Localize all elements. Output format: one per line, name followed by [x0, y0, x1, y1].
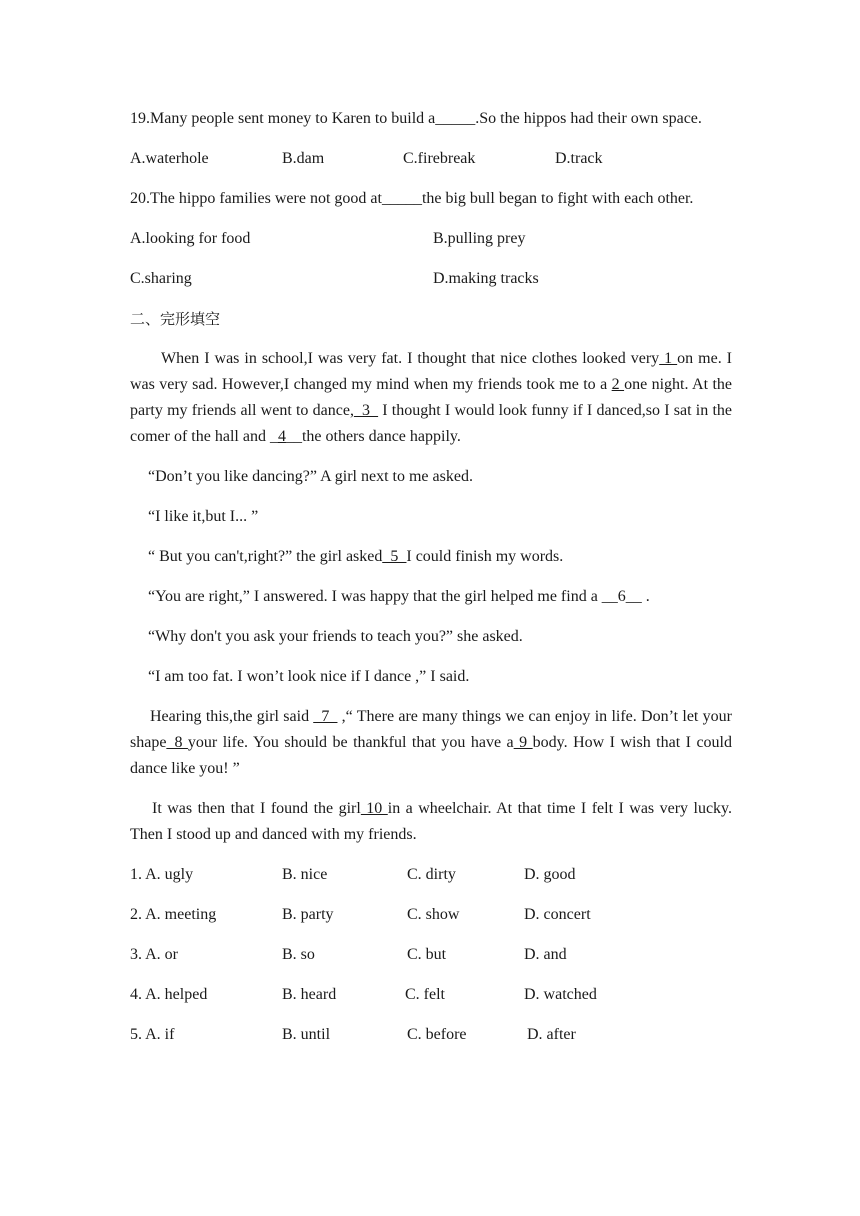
option-d: D.making tracks: [433, 270, 539, 287]
answer-option: C. show: [407, 906, 460, 923]
answer-option: 4. A. helped: [130, 986, 208, 1003]
answer-option: B. so: [282, 946, 315, 963]
answer-option: B. nice: [282, 866, 328, 883]
passage-text: one night. At the party my friends all went to dance,: [130, 376, 733, 419]
answer-option: 5. A. if: [130, 1026, 175, 1043]
option-c: C.firebreak: [403, 150, 476, 167]
option-a: A.looking for food: [130, 230, 251, 247]
blank-9: 9: [513, 734, 533, 751]
blank-10: 10: [360, 800, 388, 817]
passage-text: “ But you can't,right?” the girl asked: [148, 548, 383, 565]
passage-text: __the others dance happily.: [285, 428, 461, 445]
option-c: C.sharing: [130, 270, 192, 287]
answer-option: 2. A. meeting: [130, 906, 217, 923]
passage-text: Hearing this,the girl said: [150, 708, 314, 725]
answer-option: B. until: [282, 1026, 331, 1043]
passage-text: When I was in school,I was very fat. I thought that nice clothes looked very: [161, 350, 660, 367]
passage-text: I thought I would look funny if I danced,so I sat in the comer of the hall and _: [130, 402, 733, 445]
dialogue-line-6: “I am too fat. I won’t look nice if I dance ,” I said.: [148, 668, 470, 685]
answer-option: C. dirty: [407, 866, 456, 883]
dialogue-line-1: “Don’t you like dancing?” A girl next to me asked.: [148, 468, 473, 485]
question-20-options-row1: [130, 226, 732, 252]
dialogue-line-2: “I like it,but I... ”: [148, 508, 259, 525]
answer-options: [130, 862, 732, 1048]
section-title: 二、完形填空: [130, 310, 221, 328]
answer-row-3: [130, 942, 732, 968]
answer-option: 3. A. or: [130, 946, 178, 963]
passage-paragraph-3: [130, 796, 732, 848]
answer-option: B. heard: [282, 986, 337, 1003]
answer-option: C. before: [407, 1026, 467, 1043]
answer-row-1: [130, 862, 732, 888]
passage-text: It was then that I found the girl: [152, 800, 361, 817]
answer-option: D. and: [524, 946, 567, 963]
question-20-options-row2: [130, 266, 732, 292]
question-19-options: [130, 146, 732, 172]
question-19-stem: 19.Many people sent money to Karen to build a_____.So the hippos had their own space.: [130, 110, 702, 127]
passage-text: your life. You should be thankful that you have a: [187, 734, 514, 751]
option-b: B.dam: [282, 150, 325, 167]
option-b: B.pulling prey: [433, 230, 526, 247]
question-20-stem: 20.The hippo families were not good at_____the big bull began to fight with each other.: [130, 190, 694, 207]
passage-text: ,“ There are many things we can enjoy in life. Don’t let your shape: [130, 708, 733, 751]
passage-text: body. How I wish that I could dance like you! ”: [130, 734, 733, 777]
blank-1: 1: [659, 350, 678, 367]
answer-option: 1. A. ugly: [130, 866, 194, 883]
option-a: A.waterhole: [130, 150, 209, 167]
answer-option: D. good: [524, 866, 576, 883]
passage-text: I could finish my words.: [406, 548, 564, 565]
dialogue-line-5: “Why don't you ask your friends to teach you?” she asked.: [148, 628, 523, 645]
answer-option: D. concert: [524, 906, 591, 923]
answer-option: C. but: [407, 946, 447, 963]
answer-option: D. after: [527, 1026, 576, 1043]
dialogue-line-4: “You are right,” I answered. I was happy that the girl helped me find a __6__ .: [148, 588, 650, 605]
passage-text: in a wheelchair. At that time I felt I was very lucky. Then I stood up and danced with my friends.: [130, 800, 733, 843]
blank-8: _8: [166, 734, 188, 751]
answer-row-2: [130, 902, 732, 928]
answer-row-5: [130, 1022, 732, 1048]
document-content: [130, 106, 732, 1048]
answer-option: B. party: [282, 906, 334, 923]
blank-5: _5_: [382, 548, 407, 565]
blank-3: _3_: [353, 402, 378, 419]
answer-row-4: [130, 982, 732, 1008]
passage-paragraph-2: [130, 704, 732, 782]
answer-option: D. watched: [524, 986, 597, 1003]
answer-option: C. felt: [405, 986, 445, 1003]
passage-paragraph-1: [130, 346, 732, 450]
dialogue-line-3: [130, 544, 732, 570]
blank-7: _7_: [313, 708, 338, 725]
blank-2: 2: [611, 376, 625, 393]
option-d: D.track: [555, 150, 603, 167]
passage-text: on me. I was very sad. However,I changed my mind when my friends took me to a: [130, 350, 733, 393]
blank-4: 4: [277, 428, 286, 445]
